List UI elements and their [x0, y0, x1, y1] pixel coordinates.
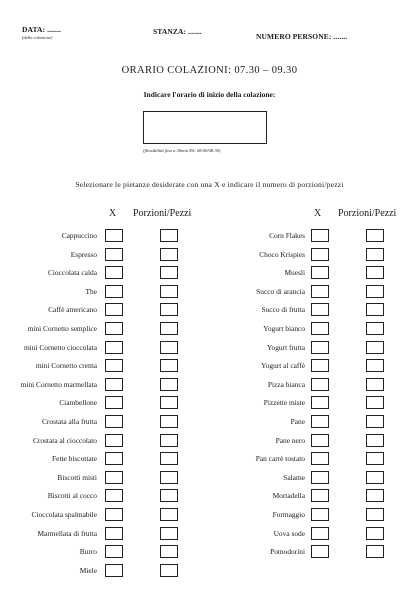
- select-checkbox[interactable]: [105, 415, 123, 428]
- menu-item-label: Crostata alla frutta: [42, 417, 97, 426]
- portions-field[interactable]: [366, 378, 384, 391]
- portions-field[interactable]: [160, 322, 178, 335]
- select-checkbox[interactable]: [105, 471, 123, 484]
- select-checkbox[interactable]: [311, 545, 329, 558]
- menu-item-label: Choco Krispies: [259, 249, 305, 259]
- menu-item-label: Cappuccino: [61, 231, 97, 240]
- portions-field[interactable]: [366, 341, 384, 354]
- portions-field[interactable]: [366, 303, 384, 316]
- select-checkbox[interactable]: [105, 229, 123, 242]
- portions-field[interactable]: [160, 248, 178, 261]
- select-checkbox[interactable]: [311, 489, 329, 502]
- portions-field[interactable]: [160, 508, 178, 521]
- portions-field[interactable]: [366, 527, 384, 540]
- portions-field[interactable]: [160, 378, 178, 391]
- select-checkbox[interactable]: [311, 285, 329, 298]
- select-checkbox[interactable]: [311, 415, 329, 428]
- select-checkbox[interactable]: [105, 303, 123, 316]
- select-checkbox[interactable]: [311, 396, 329, 409]
- portions-field[interactable]: [160, 266, 178, 279]
- menu-item-label: Pan carrè tostato: [255, 454, 305, 464]
- portions-field[interactable]: [366, 248, 384, 261]
- portions-field[interactable]: [160, 303, 178, 316]
- portions-field[interactable]: [366, 434, 384, 447]
- select-checkbox[interactable]: [105, 378, 123, 391]
- start-time-field[interactable]: [143, 111, 267, 144]
- menu-item-label: Corn Flakes: [269, 231, 305, 240]
- menu-item-label: Mortadella: [272, 491, 305, 501]
- breakfast-hours-title: ORARIO COLAZIONI: 07.30 – 09.30: [121, 65, 298, 76]
- portions-field[interactable]: [160, 359, 178, 372]
- portions-field[interactable]: [160, 434, 178, 447]
- menu-item-label: Fette biscottate: [52, 454, 97, 464]
- portions-field[interactable]: [160, 341, 178, 354]
- select-checkbox[interactable]: [105, 359, 123, 372]
- select-checkbox[interactable]: [311, 434, 329, 447]
- portions-field[interactable]: [366, 471, 384, 484]
- menu-item-label: Pizza bianca: [267, 379, 305, 389]
- menu-item-label: mini Cornetto marmellata: [20, 379, 97, 389]
- portions-field[interactable]: [366, 545, 384, 558]
- select-checkbox[interactable]: [311, 229, 329, 242]
- menu-item-label: Biscotti al cocco: [47, 491, 97, 501]
- portions-field[interactable]: [366, 508, 384, 521]
- portions-field[interactable]: [366, 229, 384, 242]
- menu-item-label: mini Cornetto crema: [35, 361, 97, 371]
- menu-item-label: Pane nero: [275, 435, 305, 445]
- select-checkbox[interactable]: [311, 471, 329, 484]
- menu-item-label: Yogurt frutta: [266, 342, 305, 352]
- select-checkbox[interactable]: [105, 434, 123, 447]
- select-checkbox[interactable]: [311, 303, 329, 316]
- menu-item-label: Biscotti misti: [57, 472, 97, 482]
- select-checkbox[interactable]: [311, 508, 329, 521]
- menu-item-label: mini Cornetto cioccolata: [23, 342, 97, 352]
- menu-item-label: Ciambellone: [59, 398, 97, 408]
- selection-instruction: Selezionare le pietanze desiderate con una X e indicare il numero di porzioni/pezzi: [75, 180, 344, 189]
- select-checkbox[interactable]: [311, 248, 329, 261]
- menu-item-label: Succo di frutta: [261, 305, 305, 315]
- date-label: DATA: .......: [22, 25, 61, 34]
- menu-item-label: Crostata al cioccolato: [32, 435, 97, 445]
- select-checkbox[interactable]: [105, 322, 123, 335]
- portions-field[interactable]: [366, 489, 384, 502]
- left-x-column-header: X: [109, 208, 117, 219]
- portions-field[interactable]: [366, 452, 384, 465]
- menu-item-label: Pizzette miste: [263, 398, 305, 408]
- select-checkbox[interactable]: [311, 322, 329, 335]
- portions-field[interactable]: [160, 452, 178, 465]
- left-portions-column-header: Porzioni/Pezzi: [133, 208, 192, 219]
- menu-item-label: Marmellata di frutta: [37, 528, 97, 538]
- select-checkbox[interactable]: [311, 266, 329, 279]
- menu-item-label: Burro: [79, 547, 97, 557]
- portions-field[interactable]: [366, 285, 384, 298]
- portions-field[interactable]: [160, 229, 178, 242]
- flexibility-note: (flessibilità fino a 30min ES: 08.00/08.30): [143, 148, 221, 153]
- menu-item-label: Cioccolata spalmabile: [31, 510, 97, 519]
- select-checkbox[interactable]: [105, 452, 123, 465]
- select-checkbox[interactable]: [311, 527, 329, 540]
- select-checkbox[interactable]: [105, 545, 123, 558]
- right-portions-column-header: Porzioni/Pezzi: [338, 208, 397, 219]
- menu-item-label: Miele: [79, 565, 97, 575]
- date-sublabel: (della colazione): [22, 35, 53, 40]
- portions-field[interactable]: [160, 564, 178, 577]
- menu-item-label: The: [85, 286, 97, 296]
- select-checkbox[interactable]: [105, 527, 123, 540]
- menu-item-label: Salame: [283, 472, 305, 482]
- select-checkbox[interactable]: [105, 508, 123, 521]
- portions-field[interactable]: [160, 545, 178, 558]
- menu-item-label: Pomodorini: [270, 547, 305, 557]
- menu-item-label: Yogurt al caffè: [261, 361, 305, 371]
- menu-item-label: Formaggio: [272, 510, 305, 519]
- menu-item-label: Caffè americano: [48, 305, 97, 315]
- menu-item-label: Pane: [290, 417, 305, 426]
- portions-field[interactable]: [160, 415, 178, 428]
- portions-field[interactable]: [160, 527, 178, 540]
- menu-item-label: Yogurt bianco: [263, 324, 305, 333]
- people-count-label: NUMERO PERSONE: .......: [256, 32, 348, 41]
- select-checkbox[interactable]: [105, 396, 123, 409]
- portions-field[interactable]: [366, 266, 384, 279]
- menu-item-label: Succo di arancia: [256, 286, 305, 296]
- menu-item-label: Muesli: [284, 268, 305, 278]
- select-checkbox[interactable]: [105, 341, 123, 354]
- select-checkbox[interactable]: [105, 285, 123, 298]
- select-checkbox[interactable]: [311, 452, 329, 465]
- portions-field[interactable]: [366, 322, 384, 335]
- menu-item-label: mini Cornetto semplice: [27, 324, 97, 333]
- menu-item-label: Uova sode: [273, 528, 305, 538]
- select-checkbox[interactable]: [311, 341, 329, 354]
- select-checkbox[interactable]: [105, 564, 123, 577]
- room-label: STANZA: .......: [153, 27, 202, 36]
- select-checkbox[interactable]: [105, 266, 123, 279]
- select-checkbox[interactable]: [105, 489, 123, 502]
- menu-item-label: Cioccolata calda: [47, 268, 97, 278]
- select-checkbox[interactable]: [311, 378, 329, 391]
- portions-field[interactable]: [366, 415, 384, 428]
- right-x-column-header: X: [314, 208, 322, 219]
- portions-field[interactable]: [160, 285, 178, 298]
- portions-field[interactable]: [160, 489, 178, 502]
- portions-field[interactable]: [366, 359, 384, 372]
- portions-field[interactable]: [160, 471, 178, 484]
- menu-item-label: Espresso: [70, 249, 97, 259]
- select-checkbox[interactable]: [311, 359, 329, 372]
- portions-field[interactable]: [366, 396, 384, 409]
- start-time-instruction: Indicare l'orario di inizio della colazione:: [143, 90, 276, 99]
- portions-field[interactable]: [160, 396, 178, 409]
- select-checkbox[interactable]: [105, 248, 123, 261]
